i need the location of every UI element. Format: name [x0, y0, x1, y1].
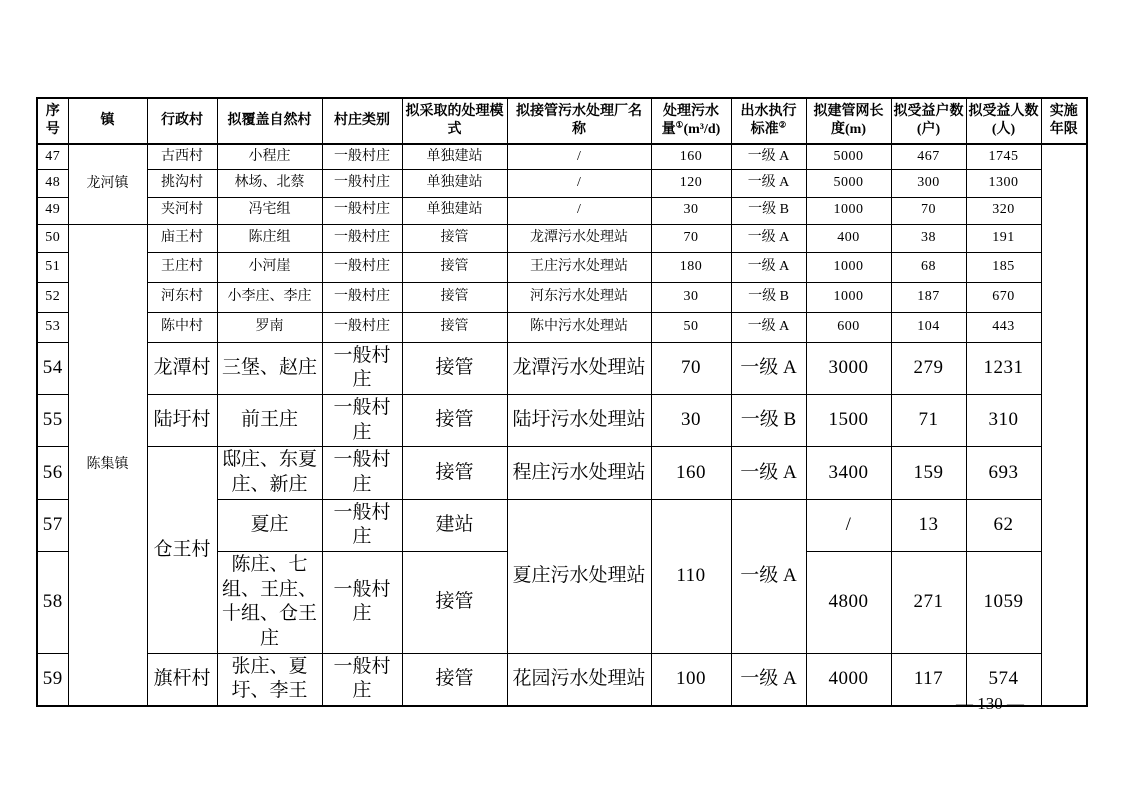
table-body	[37, 144, 1087, 706]
cell-pipe: 4000	[806, 653, 891, 706]
cell-natural-villages: 小李庄、李庄	[217, 282, 322, 312]
cell-natural-villages: 小河崖	[217, 252, 322, 282]
cell-category: 一般村庄	[322, 169, 402, 197]
sewage-plan-table	[36, 97, 1088, 707]
cell-plant: /	[507, 169, 651, 197]
cell-plant: 花园污水处理站	[507, 653, 651, 706]
cell-seq: 57	[37, 499, 68, 551]
cell-natural-villages: 张庄、夏圩、李王	[217, 653, 322, 706]
cell-pipe: 5000	[806, 169, 891, 197]
cell-people: 1231	[966, 342, 1041, 394]
cell-pipe: 400	[806, 224, 891, 252]
table-row	[37, 342, 1087, 394]
footnote-marker-2: ②	[778, 119, 787, 130]
cell-people: 185	[966, 252, 1041, 282]
cell-seq: 54	[37, 342, 68, 394]
cell-mode: 单独建站	[402, 169, 507, 197]
header-natural-villages: 拟覆盖自然村	[217, 98, 322, 144]
table-row	[37, 282, 1087, 312]
cell-standard: 一级 A	[731, 312, 806, 342]
cell-mode: 接管	[402, 312, 507, 342]
cell-natural-villages: 三堡、赵庄	[217, 342, 322, 394]
cell-people: 574	[966, 653, 1041, 706]
cell-pipe: 5000	[806, 144, 891, 169]
cell-volume: 30	[651, 394, 731, 446]
cell-natural-villages: 小程庄	[217, 144, 322, 169]
cell-category: 一般村庄	[322, 312, 402, 342]
cell-households: 38	[891, 224, 966, 252]
cell-people: 320	[966, 197, 1041, 224]
cell-category: 一般村庄	[322, 394, 402, 446]
cell-admin-village: 仓王村	[147, 447, 217, 654]
cell-mode: 接管	[402, 653, 507, 706]
cell-natural-villages: 前王庄	[217, 394, 322, 446]
header-plant-name: 拟接管污水处理厂名称	[507, 98, 651, 144]
cell-town: 龙河镇	[68, 144, 147, 224]
cell-mode: 建站	[402, 499, 507, 551]
cell-mode: 接管	[402, 342, 507, 394]
header-row	[37, 98, 1087, 144]
cell-admin-village: 河东村	[147, 282, 217, 312]
cell-people: 443	[966, 312, 1041, 342]
cell-seq: 53	[37, 312, 68, 342]
cell-category: 一般村庄	[322, 224, 402, 252]
cell-mode: 接管	[402, 447, 507, 499]
cell-admin-village: 王庄村	[147, 252, 217, 282]
cell-plant: 龙潭污水处理站	[507, 342, 651, 394]
cell-years	[1041, 144, 1087, 706]
cell-mode: 接管	[402, 282, 507, 312]
header-households: 拟受益户数(户)	[891, 98, 966, 144]
header-pipe-length: 拟建管网长度(m)	[806, 98, 891, 144]
cell-households: 271	[891, 552, 966, 654]
cell-standard: 一级 A	[731, 342, 806, 394]
cell-people: 670	[966, 282, 1041, 312]
table-row	[37, 312, 1087, 342]
table-row	[37, 394, 1087, 446]
cell-plant: 陈中污水处理站	[507, 312, 651, 342]
cell-natural-villages: 邸庄、东夏庄、新庄	[217, 447, 322, 499]
cell-households: 279	[891, 342, 966, 394]
cell-pipe: 3400	[806, 447, 891, 499]
page-number: — 130 —	[956, 694, 1024, 713]
cell-pipe: 3000	[806, 342, 891, 394]
cell-standard: 一级 A	[731, 144, 806, 169]
cell-natural-villages: 林场、北蔡	[217, 169, 322, 197]
cell-people: 191	[966, 224, 1041, 252]
cell-standard: 一级 A	[731, 224, 806, 252]
cell-people: 310	[966, 394, 1041, 446]
header-treatment-mode: 拟采取的处理模式	[402, 98, 507, 144]
cell-standard: 一级 A	[731, 653, 806, 706]
cell-pipe: 600	[806, 312, 891, 342]
header-seq: 序 号	[37, 98, 68, 144]
cell-category: 一般村庄	[322, 342, 402, 394]
cell-volume: 160	[651, 144, 731, 169]
cell-households: 467	[891, 144, 966, 169]
table-row	[37, 144, 1087, 169]
cell-standard: 一级 B	[731, 197, 806, 224]
cell-mode: 接管	[402, 552, 507, 654]
cell-plant: 夏庄污水处理站	[507, 499, 651, 653]
cell-plant: 王庄污水处理站	[507, 252, 651, 282]
cell-households: 104	[891, 312, 966, 342]
cell-volume: 180	[651, 252, 731, 282]
cell-volume: 50	[651, 312, 731, 342]
cell-people: 62	[966, 499, 1041, 551]
cell-volume: 110	[651, 499, 731, 653]
header-town: 镇	[68, 98, 147, 144]
cell-volume: 70	[651, 224, 731, 252]
cell-town: 陈集镇	[68, 224, 147, 706]
cell-category: 一般村庄	[322, 447, 402, 499]
cell-volume: 120	[651, 169, 731, 197]
header-village-category: 村庄类别	[322, 98, 402, 144]
cell-plant: 陆圩污水处理站	[507, 394, 651, 446]
cell-households: 159	[891, 447, 966, 499]
footnote-marker-1: ①	[675, 119, 684, 130]
cell-seq: 56	[37, 447, 68, 499]
cell-pipe: 4800	[806, 552, 891, 654]
cell-plant: 程庄污水处理站	[507, 447, 651, 499]
header-beneficiaries: 拟受益人数(人)	[966, 98, 1041, 144]
cell-households: 68	[891, 252, 966, 282]
cell-households: 71	[891, 394, 966, 446]
header-admin-village: 行政村	[147, 98, 217, 144]
cell-category: 一般村庄	[322, 552, 402, 654]
cell-seq: 50	[37, 224, 68, 252]
cell-people: 693	[966, 447, 1041, 499]
cell-volume: 100	[651, 653, 731, 706]
table-row	[37, 224, 1087, 252]
cell-seq: 49	[37, 197, 68, 224]
cell-seq: 47	[37, 144, 68, 169]
cell-natural-villages: 陈庄、七组、王庄、十组、仓王庄	[217, 552, 322, 654]
table-row	[37, 197, 1087, 224]
cell-admin-village: 龙潭村	[147, 342, 217, 394]
table-row	[37, 169, 1087, 197]
cell-pipe: 1000	[806, 282, 891, 312]
cell-people: 1059	[966, 552, 1041, 654]
table-row	[37, 653, 1087, 706]
cell-natural-villages: 陈庄组	[217, 224, 322, 252]
cell-households: 300	[891, 169, 966, 197]
cell-standard: 一级 B	[731, 282, 806, 312]
table-row	[37, 252, 1087, 282]
cell-category: 一般村庄	[322, 499, 402, 551]
cell-pipe: 1500	[806, 394, 891, 446]
cell-pipe: /	[806, 499, 891, 551]
cell-admin-village: 陈中村	[147, 312, 217, 342]
cell-volume: 160	[651, 447, 731, 499]
cell-plant: /	[507, 144, 651, 169]
cell-standard: 一级 A	[731, 499, 806, 653]
cell-admin-village: 旗杆村	[147, 653, 217, 706]
cell-households: 117	[891, 653, 966, 706]
cell-mode: 接管	[402, 224, 507, 252]
cell-natural-villages: 罗南	[217, 312, 322, 342]
cell-pipe: 1000	[806, 197, 891, 224]
cell-people: 1300	[966, 169, 1041, 197]
cell-natural-villages: 夏庄	[217, 499, 322, 551]
cell-seq: 51	[37, 252, 68, 282]
header-sewage-volume: 处理污水 量①(m³/d)	[651, 98, 731, 144]
cell-admin-village: 庙王村	[147, 224, 217, 252]
cell-category: 一般村庄	[322, 653, 402, 706]
table-header	[37, 98, 1087, 144]
cell-natural-villages: 冯宅组	[217, 197, 322, 224]
cell-people: 1745	[966, 144, 1041, 169]
cell-plant: /	[507, 197, 651, 224]
cell-standard: 一级 B	[731, 394, 806, 446]
cell-households: 70	[891, 197, 966, 224]
cell-admin-village: 挑沟村	[147, 169, 217, 197]
cell-seq: 48	[37, 169, 68, 197]
header-years: 实施 年限	[1041, 98, 1087, 144]
cell-admin-village: 陆圩村	[147, 394, 217, 446]
cell-category: 一般村庄	[322, 197, 402, 224]
cell-seq: 52	[37, 282, 68, 312]
cell-standard: 一级 A	[731, 169, 806, 197]
cell-volume: 70	[651, 342, 731, 394]
cell-households: 13	[891, 499, 966, 551]
cell-seq: 55	[37, 394, 68, 446]
cell-mode: 单独建站	[402, 144, 507, 169]
cell-category: 一般村庄	[322, 282, 402, 312]
cell-households: 187	[891, 282, 966, 312]
cell-admin-village: 夹河村	[147, 197, 217, 224]
cell-plant: 河东污水处理站	[507, 282, 651, 312]
cell-seq: 59	[37, 653, 68, 706]
cell-pipe: 1000	[806, 252, 891, 282]
header-effluent-standard: 出水执行 标准②	[731, 98, 806, 144]
cell-standard: 一级 A	[731, 447, 806, 499]
cell-category: 一般村庄	[322, 252, 402, 282]
cell-plant: 龙潭污水处理站	[507, 224, 651, 252]
cell-volume: 30	[651, 282, 731, 312]
cell-seq: 58	[37, 552, 68, 654]
cell-standard: 一级 A	[731, 252, 806, 282]
cell-volume: 30	[651, 197, 731, 224]
table-row	[37, 447, 1087, 499]
cell-category: 一般村庄	[322, 144, 402, 169]
cell-mode: 接管	[402, 252, 507, 282]
cell-admin-village: 古西村	[147, 144, 217, 169]
cell-mode: 接管	[402, 394, 507, 446]
cell-mode: 单独建站	[402, 197, 507, 224]
